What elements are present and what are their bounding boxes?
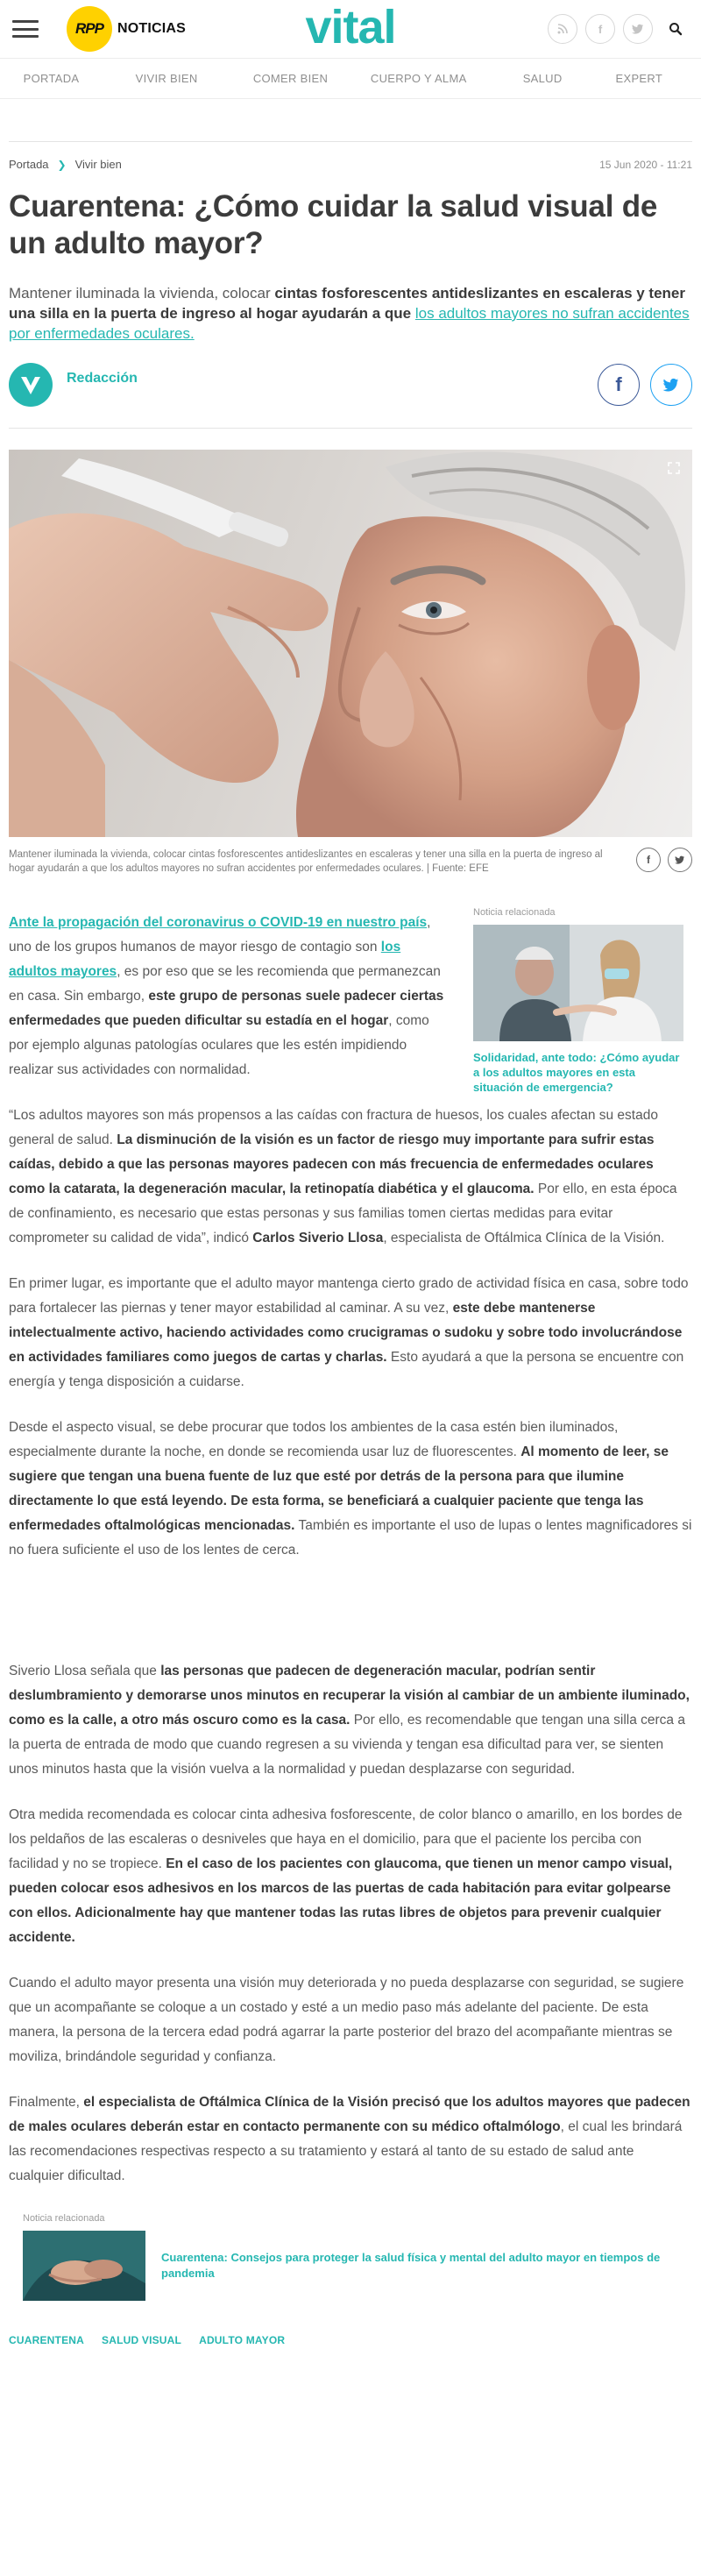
paragraph-2-bold-a: La disminución de la visión es un factor de riesgo muy importante para sufrir estas caídas, debido a que las personas mayores padecen con más frecuencia de enfermedades oculares como la catarata, la degeneración macular, la retinopatía diabética y el glaucoma. xyxy=(9,1132,655,1196)
paragraph-4 xyxy=(9,1416,692,1563)
nav-item-comer-bien[interactable]: COMER BIEN xyxy=(252,72,329,85)
breadcrumb-section[interactable]: Vivir bien xyxy=(74,158,122,171)
related-illustration xyxy=(473,925,683,1041)
paragraph-4-text-b: También es importante el uso de lupas o lentes magnificadores si no fuera suficiente el uso de los lentes de cerca. xyxy=(9,1518,692,1558)
vital-logo[interactable]: vital xyxy=(305,1,396,53)
rpp-brand-label: NOTICIAS xyxy=(117,21,187,36)
paragraph-4-text-a: Desde el aspecto visual, se debe procurar que todos los ambientes de la casa estén bien iluminados, especialmente durante la noche, en donde se recomienda usar luz de fluorescentes. xyxy=(9,1420,619,1459)
paragraph-6-bold: En el caso de los pacientes con glaucoma, que tienen un menor campo visual, pueden colocar esos adhesivos en los marcos de las puertas de cada habitación para evitar golpearse con ellos. Adicionalmente hay que mantener todas las rutas libres de objetos para prevenir cualquier accidente. xyxy=(9,1856,673,1945)
lead-bold: cintas fosforescentes antideslizantes en escaleras y tener una silla en la puerta de ingreso al hogar ayudarán a que xyxy=(9,285,685,322)
paragraph-3-text-b: Esto ayudará a que la persona se encuentre con energía y tenga disposición a cuidarse. xyxy=(9,1350,684,1389)
article-tags xyxy=(9,2334,692,2353)
related-news-sidebar[interactable] xyxy=(473,907,683,1095)
paragraph-8-bold: el especialista de Oftálmica Clínica de la Visión precisó que los adultos mayores que padecen de males oculares deberán estar en contacto permanente con su médico oftalmólogo xyxy=(9,2095,690,2134)
paragraph-1 xyxy=(9,911,447,1082)
caption-share-buttons xyxy=(636,848,692,876)
related-news-title[interactable]: Solidaridad, ante todo: ¿Cómo ayudar a los adultos mayores en esta situación de emergencia? xyxy=(473,1051,680,1094)
paragraph-5-text-a: Siverio Llosa señala que xyxy=(9,1664,161,1678)
caption-share-facebook-button[interactable]: f xyxy=(636,848,661,872)
paragraph-5 xyxy=(9,1659,692,1782)
paragraph-8 xyxy=(9,2090,692,2189)
expand-icon[interactable] xyxy=(668,462,680,477)
author-name[interactable]: Redacción xyxy=(67,371,138,386)
paragraph-1-link-covid[interactable]: Ante la propagación del coronavirus o COVID-19 en nuestro país xyxy=(9,915,428,930)
paragraph-1-link-adultos[interactable]: los adultos mayores xyxy=(9,940,401,979)
site-header xyxy=(0,0,701,59)
rpp-logo: RPP xyxy=(67,6,112,52)
paragraph-4-bold: Al momento de leer, se sugiere que tengan una buena fuente de luz que esté por detrás de la persona para que ilumine directamente lo que está leyendo. De esta forma, se beneficiará a cualquier paciente que tenga las enfermedades oftalmológicas mencionadas. xyxy=(9,1444,669,1533)
nav-item-cuerpo-y-alma[interactable]: CUERPO Y ALMA xyxy=(370,72,467,85)
paragraph-2-bold-b: Carlos Siverio Llosa xyxy=(252,1231,384,1245)
twitter-icon[interactable] xyxy=(623,14,653,44)
share-buttons xyxy=(598,364,692,406)
related-news-image[interactable] xyxy=(473,925,683,1041)
menu-icon[interactable] xyxy=(12,20,39,38)
related-bottom-illustration xyxy=(23,2231,145,2301)
facebook-icon[interactable]: f xyxy=(585,14,615,44)
image-caption: Mantener iluminada la vivienda, colocar cintas fosforescentes antideslizantes en escaleras y tener una silla en la puerta de ingreso al hogar ayudarán a que los adultos mayores no sufran accidentes por enfermedades oculares. | Fuente: EFE xyxy=(9,849,603,874)
chevron-right-icon: ❯ xyxy=(57,158,67,171)
paragraph-1-text-c: , como por ejemplo algunas patologías oculares que les estén impidiendo realizar sus actividades con normalidad. xyxy=(9,1013,429,1077)
share-twitter-button[interactable] xyxy=(650,364,692,406)
nav-item-vivir-bien[interactable]: VIVIR BIEN xyxy=(135,72,198,85)
publish-date: 15 Jun 2020 - 11:21 xyxy=(599,158,692,171)
vital-avatar-icon xyxy=(9,363,53,407)
paragraph-1-text-a: , uno de los grupos humanos de mayor riesgo de contagio son xyxy=(9,915,431,954)
article-title: Cuarentena: ¿Cómo cuidar la salud visual de un adulto mayor? xyxy=(9,189,658,260)
paragraph-6-text-a: Otra medida recomendada es colocar cinta adhesiva fosforescente, de color blanco o amarillo, en los bordes de los peldaños de las escaleras o desniveles que haya en el domicilio, para que el paciente los perciba con facilidad y no se tropiece. xyxy=(9,1807,683,1871)
header-social-links xyxy=(548,14,690,44)
related-news-bottom-label: Noticia relacionada xyxy=(23,2213,105,2224)
author-divider xyxy=(9,428,692,429)
hero-image[interactable] xyxy=(9,450,692,837)
paragraph-6 xyxy=(9,1803,692,1950)
paragraph-2 xyxy=(9,1103,692,1251)
article xyxy=(0,158,701,2353)
related-news-bottom-title[interactable]: Cuarentena: Consejos para proteger la salud física y mental del adulto mayor en tiempos de pandemia xyxy=(161,2251,661,2280)
tag-cuarentena[interactable]: CUARENTENA xyxy=(9,2334,84,2346)
paragraph-8-text-b: , el cual les brindará las recomendaciones respectivas respecto a su tratamiento y estará al tanto de su estado de salud ante cualquier dificultad. xyxy=(9,2119,683,2183)
tag-adulto-mayor[interactable]: ADULTO MAYOR xyxy=(199,2334,286,2346)
search-icon[interactable] xyxy=(661,14,690,44)
article-lead xyxy=(9,283,692,344)
lead-link[interactable]: los adultos mayores no sufran accidentes por enfermedades oculares. xyxy=(9,305,690,342)
image-caption-row xyxy=(9,848,692,876)
author-row xyxy=(9,363,692,407)
nav-item-salud[interactable]: SALUD xyxy=(522,72,563,85)
main-navigation xyxy=(0,59,701,99)
caption-share-twitter-button[interactable] xyxy=(668,848,692,872)
lead-text: Mantener iluminada la vivienda, colocar xyxy=(9,285,275,302)
related-news-bottom-row[interactable] xyxy=(23,2231,692,2301)
related-news-bottom-image[interactable] xyxy=(23,2231,145,2301)
header-divider xyxy=(9,141,692,142)
nav-item-portada[interactable]: PORTADA xyxy=(23,72,80,85)
paragraph-3 xyxy=(9,1272,692,1394)
paragraph-3-text-a: En primer lugar, es importante que el adulto mayor mantenga cierto grado de actividad física en casa, sobre todo para fortalecer las piernas y tener mayor estabilidad al caminar. A su vez, xyxy=(9,1276,689,1316)
paragraph-8-text-a: Finalmente, xyxy=(9,2095,84,2110)
related-news-bottom[interactable] xyxy=(23,2213,692,2301)
share-facebook-button[interactable]: f xyxy=(598,364,640,406)
paragraph-5-bold: las personas que padecen de degeneración macular, podrían sentir deslumbramiento y demorarse unos minutos en recuperar la visión al cambiar de un ambiente iluminado, como es la calle, a otro más oscuro como es la casa. xyxy=(9,1664,690,1728)
paragraph-1-text-b: , es por eso que se les recomienda que permanezcan en casa. Sin embargo, xyxy=(9,964,441,1004)
breadcrumb xyxy=(9,158,692,171)
rss-icon[interactable] xyxy=(548,14,577,44)
paragraph-1-bold: este grupo de personas suele padecer ciertas enfermedades que pueden dificultar su estadía en el hogar xyxy=(9,989,444,1028)
paragraph-3-bold: este debe mantenerse intelectualmente activo, haciendo actividades como crucigramas o sudoku y sobre todo involucrándose en actividades familiares como juegos de cartas y charlas. xyxy=(9,1301,683,1365)
paragraph-2-text-a: “Los adultos mayores son más propensos a las caídas con fractura de huesos, los cuales afectan su estado general de salud. xyxy=(9,1108,658,1147)
related-news-label: Noticia relacionada xyxy=(473,907,556,918)
intro-section xyxy=(9,907,692,1094)
breadcrumb-home[interactable]: Portada xyxy=(9,158,49,171)
rpp-noticias-link[interactable] xyxy=(67,6,186,52)
paragraph-7: Cuando el adulto mayor presenta una visión muy deteriorada y no pueda desplazarse con seguridad, se sugiere que un acompañante se coloque a un costado y esté a un medio paso más adelante del paciente. De esta manera, la persona de la tercera edad podrá agarrar la parte posterior del brazo del acompañante mientras se moviliza, brindándole seguridad y confianza. xyxy=(9,1976,684,2064)
paragraph-2-text-b: Por ello, en esta época de confinamiento, es necesario que estas personas y sus familias tomen ciertas medidas para evitar comprometer su calidad de vida”, indicó xyxy=(9,1182,677,1245)
hero-illustration xyxy=(9,450,692,837)
paragraph-5-text-b: Por ello, es recomendable que tengan una silla cerca a la puerta de entrada de modo que cuando regresen a su vivienda y tengan esa dificultad para ver, se sienten unos minutos hasta que la visión vuelva a la normalidad y puedan desplazarse con seguridad. xyxy=(9,1713,685,1777)
nav-item-expert[interactable]: EXPERT xyxy=(615,72,663,85)
tag-salud-visual[interactable]: SALUD VISUAL xyxy=(102,2334,182,2346)
paragraph-2-text-c: , especialista de Oftálmica Clínica de la Visión. xyxy=(383,1231,665,1245)
